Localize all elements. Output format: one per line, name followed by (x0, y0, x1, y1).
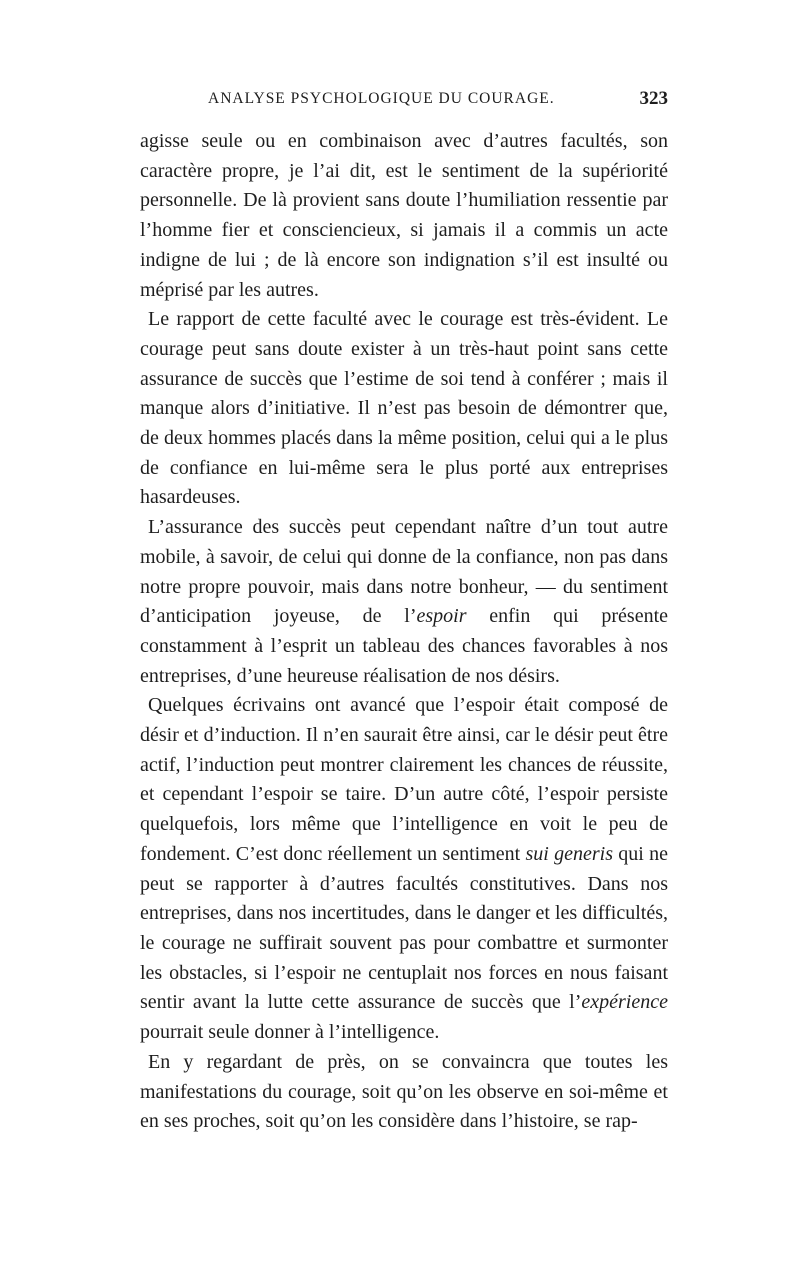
running-head: ANALYSE PSYCHOLOGIQUE DU COURAGE. (208, 90, 555, 107)
paragraph: agisse seule ou en combinaison avec d’autres facultés, son caractère propre, je l’ai dit, est le sentiment de la supériorité personnelle. De là provient sans doute l’humiliation ressentie par l’homme fier et consciencieux, si jamais il a commis un acte indigne de lui ; de là encore son indignation s’il est insulté ou méprisé par les autres. (140, 130, 668, 301)
paragraph: Quelques écrivains ont avancé que l’espoir était composé de désir et d’induction. Il n’en saurait être ainsi, car le désir peut être actif, l’induction peut montrer clairement les chances de réussite, et cependant l’espoir se taire. D’un autre côté, l’espoir persiste quelquefois, lors même que l’intelligence en voit le peu de fondement. C’est donc réellement un sentiment sui generis qui ne peut se rapporter à d’autres facultés constitutives. Dans nos entreprises, dans nos incertitudes, dans le danger et les difficultés, le courage ne suffirait souvent pas pour combattre et surmonter les obstacles, si l’espoir ne centuplait nos forces en nous faisant sentir avant la lutte cette assurance de succès que l’expérience pourrait seule donner à l’intelligence. (140, 694, 669, 1044)
page-number: 323 (639, 88, 668, 109)
italic-term: espoir (416, 605, 467, 628)
italic-term: sui generis (525, 842, 614, 865)
paragraph: En y regardant de près, on se convaincra que toutes les manifestations du courage, soit qu’on les observe en soi-même et en ses proches, soit qu’on les considère dans l’histoire, se rap- (140, 1050, 668, 1133)
page-header (140, 90, 668, 118)
paragraph: L’assurance des succès peut cependant naître d’un tout autre mobile, à savoir, de celui qui donne de la confiance, non pas dans notre propre pouvoir, mais dans notre bonheur, — du sentiment d’anticipation joyeuse, de l’espoir enfin qui présente constamment à l’esprit un tableau des chances favorables à nos entreprises, d’une heureuse réalisation de nos désirs. (140, 516, 669, 687)
paragraph: Le rapport de cette faculté avec le courage est très-évident. Le courage peut sans doute exister à un très-haut point sans cette assurance de succès que l’estime de soi tend à conférer ; mais il manque alors d’initiative. Il n’est pas besoin de démontrer que, de deux hommes placés dans la même position, celui qui a le plus de confiance en lui-même sera le plus porté aux entreprises hasardeuses. (140, 308, 668, 509)
body-text (140, 127, 668, 1137)
italic-term: expérience (581, 991, 668, 1014)
